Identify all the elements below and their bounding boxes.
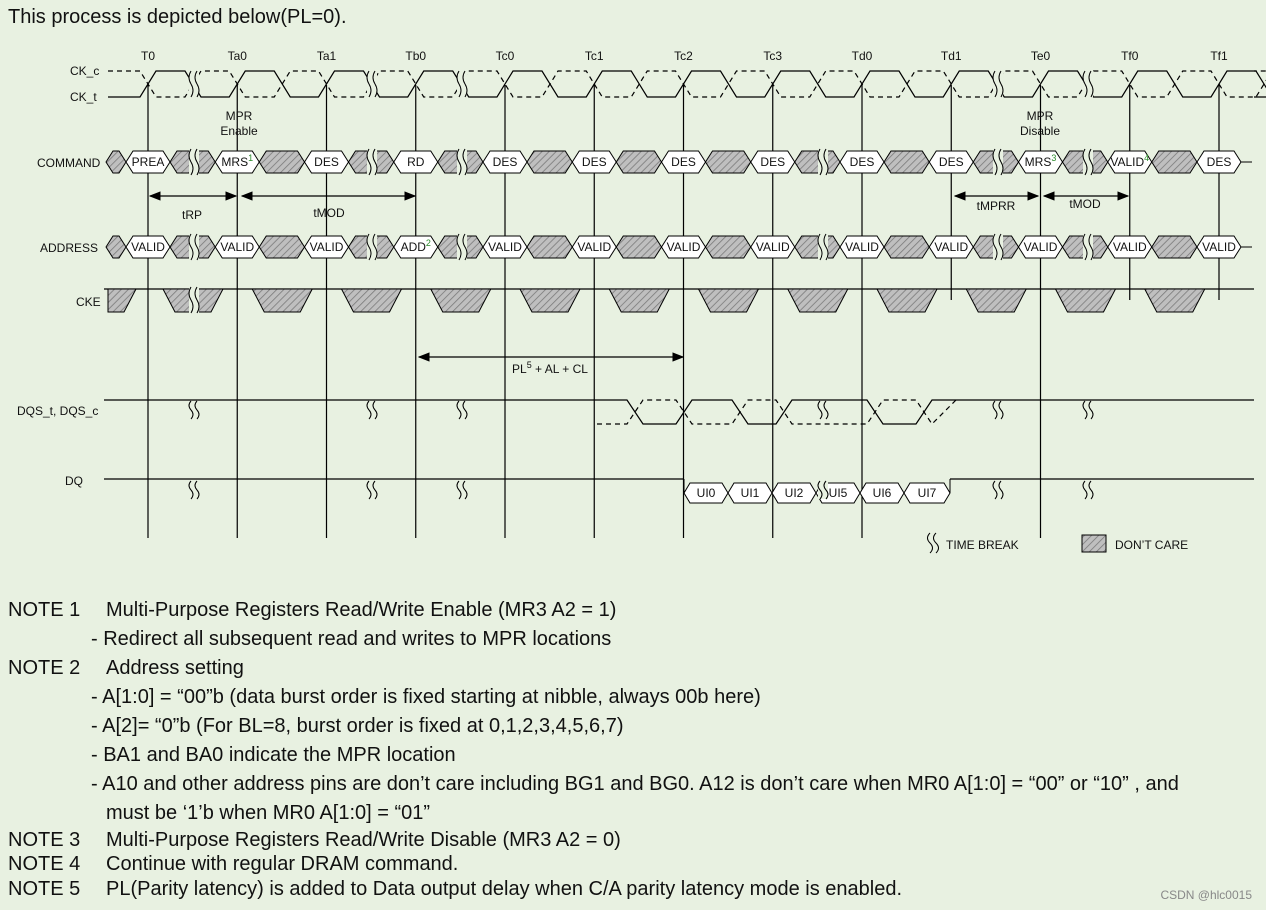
cke-dont-care xyxy=(431,289,491,312)
signal-label-command: COMMAND xyxy=(37,156,101,170)
address-cell-text: VALID xyxy=(309,240,344,254)
dqs-c-wave xyxy=(597,400,956,424)
cke-waveform xyxy=(104,289,1254,312)
command-cell-text: DES xyxy=(849,155,875,169)
time-break-icon xyxy=(928,533,939,553)
cke-dont-care xyxy=(788,289,848,312)
note-2 xyxy=(8,654,1179,683)
command-cell-text: DES xyxy=(671,155,696,169)
note-2-text: Address setting xyxy=(106,657,244,679)
tick-label: Tf0 xyxy=(1121,49,1139,63)
pl-label xyxy=(512,360,588,376)
command-cell-text: DES xyxy=(938,155,964,169)
address-cell-text: VALID xyxy=(666,240,701,254)
signal-label-dqs: DQS_t, DQS_c xyxy=(17,404,99,418)
command-cell-label xyxy=(671,155,696,169)
note-5 xyxy=(8,876,1179,902)
command-dont-care xyxy=(527,151,572,173)
cke-dont-care xyxy=(108,289,136,312)
signal-label-address: ADDRESS xyxy=(40,241,99,255)
command-cell-label xyxy=(582,155,607,169)
dq-cell-label: UI5 xyxy=(828,486,848,500)
cke-dont-care xyxy=(1056,289,1116,312)
command-cell-text: VALID xyxy=(1110,155,1145,169)
command-cell-label xyxy=(850,155,875,169)
command-dont-care xyxy=(259,151,304,173)
command-dont-care xyxy=(616,151,661,173)
address-cell-text: VALID xyxy=(220,240,255,254)
address-cell-text: VALID xyxy=(845,240,879,254)
command-dont-care xyxy=(884,151,929,173)
note-5-text: PL(Parity latency) is added to Data output delay when C/A parity latency mode is enabled. xyxy=(106,878,903,900)
address-cell-label xyxy=(756,240,790,254)
tick-label: Tc0 xyxy=(495,49,515,63)
tick-label: Tc1 xyxy=(584,49,604,63)
address-cell-label xyxy=(934,240,968,254)
tick-label: Ta0 xyxy=(227,49,247,63)
tmod-label-2: tMOD xyxy=(1069,197,1101,211)
dqs-waveform xyxy=(104,400,1254,424)
address-dont-care xyxy=(616,236,661,258)
cke-dont-care xyxy=(877,289,937,312)
tick-label: Tf1 xyxy=(1210,49,1228,63)
legend-dont-care: DON’T CARE xyxy=(1115,538,1189,552)
address-cell-text: VALID xyxy=(934,240,969,254)
tick-label: T0 xyxy=(140,49,156,63)
tick-label: Td0 xyxy=(851,49,873,63)
address-cell-text: VALID xyxy=(755,240,790,254)
address-cell-label xyxy=(1113,240,1147,254)
legend-time-break: TIME BREAK xyxy=(946,538,1019,552)
note-3-text: Multi-Purpose Registers Read/Write Disable (MR3 A2 = 0) xyxy=(106,829,621,851)
cke-dont-care xyxy=(699,289,759,312)
address-bus xyxy=(106,236,1252,258)
tick-label: Te0 xyxy=(1030,49,1051,63)
address-cell-label xyxy=(488,240,522,254)
command-cell-text: RD xyxy=(407,155,425,169)
address-dont-care xyxy=(106,236,126,258)
dont-care-swatch xyxy=(1082,535,1106,552)
note-2-sub-1: - A[1:0] = “00”b (data burst order is fixed starting at nibble, always 00b here) xyxy=(91,686,761,708)
note-2-sub-4: - A10 and other address pins are don’t care including BG1 and BG0. A12 is don’t care when MR0 A[1:0] = “00” or “10” , and xyxy=(91,773,1179,795)
address-cell-text: VALID xyxy=(131,240,165,254)
address-dont-care xyxy=(527,236,572,258)
command-cell-text: DES xyxy=(314,155,339,169)
command-cell-sup: 4 xyxy=(1144,153,1150,163)
intro-text: This process is depicted below(PL=0). xyxy=(8,6,347,28)
address-cell-text: VALID xyxy=(1202,240,1236,254)
address-cell-text: ADD xyxy=(400,240,426,254)
cke-dont-care xyxy=(342,289,402,312)
command-cell-text: DES xyxy=(1206,155,1232,169)
signal-label-cke: CKE xyxy=(76,295,101,309)
dq-cell-label: UI6 xyxy=(872,486,892,500)
cke-dont-care xyxy=(252,289,312,312)
dq-cell-label: UI1 xyxy=(740,486,760,500)
time-break-marks xyxy=(189,71,1093,499)
cke-dont-care xyxy=(609,289,669,312)
command-cell-text: DES xyxy=(581,155,607,169)
note-2-id: NOTE 2 xyxy=(8,657,81,679)
address-dont-care xyxy=(259,236,304,258)
command-cell-label xyxy=(407,155,425,169)
address-dont-care xyxy=(884,236,929,258)
dqs-t-wave xyxy=(597,400,956,424)
address-cell-label xyxy=(1202,240,1236,254)
address-cell-text: VALID xyxy=(1023,240,1058,254)
command-cell-label xyxy=(760,155,785,169)
pl-main: PL xyxy=(512,362,527,376)
mpr-disable-label-2: Disable xyxy=(1019,124,1061,138)
address-cell-label xyxy=(845,240,879,254)
address-cell-text: VALID xyxy=(577,240,612,254)
note-1-sub-1: - Redirect all subsequent read and writes to MPR locations xyxy=(91,628,612,650)
notes-section xyxy=(8,596,1179,902)
note-1-id: NOTE 1 xyxy=(8,599,81,621)
address-dont-care xyxy=(1152,236,1197,258)
signal-label-dq: DQ xyxy=(65,474,83,488)
address-cell-label xyxy=(310,240,344,254)
tmprr-label: tMPRR xyxy=(976,199,1016,213)
note-4 xyxy=(8,852,1179,876)
address-cell-label xyxy=(667,240,701,254)
pl-rest: + AL + CL xyxy=(531,362,588,376)
command-bus xyxy=(106,151,1252,173)
command-dont-care xyxy=(795,151,840,173)
note-1-text: Multi-Purpose Registers Read/Write Enable (MR3 A2 = 1) xyxy=(106,599,617,621)
address-cell-label xyxy=(577,240,611,254)
mpr-enable-label-1: MPR xyxy=(225,109,253,123)
command-cell-text: MRS xyxy=(221,155,249,169)
signal-label-ck-t: CK_t xyxy=(70,90,97,104)
address-cell-label xyxy=(131,240,165,254)
command-cell-text: PREA xyxy=(131,155,165,169)
tick-label: Tb0 xyxy=(405,49,427,63)
command-cell-text: DES xyxy=(492,155,518,169)
tick-label: Tc2 xyxy=(674,49,693,63)
command-dont-care xyxy=(1152,151,1197,173)
command-cell-label xyxy=(1207,155,1232,169)
tick-labels xyxy=(141,49,1228,63)
dq-cell-label: UI2 xyxy=(784,486,804,500)
command-cell-label xyxy=(314,155,339,169)
legend xyxy=(928,533,1189,553)
command-dont-care xyxy=(106,151,126,173)
signal-label-ck-c: CK_c xyxy=(70,64,100,78)
note-2-sub-4-cont: must be ‘1’b when MR0 A[1:0] = “01” xyxy=(106,802,431,824)
note-3-id: NOTE 3 xyxy=(8,829,81,851)
watermark: CSDN @hlc0015 xyxy=(1160,888,1252,902)
signal-labels xyxy=(17,64,101,488)
address-cell-label xyxy=(220,240,254,254)
address-cell-label xyxy=(1024,240,1058,254)
address-dont-care xyxy=(795,236,840,258)
command-cell-sup: 3 xyxy=(1051,153,1057,163)
command-dont-care xyxy=(706,151,751,173)
dq-bus xyxy=(104,479,1254,503)
cke-dont-care xyxy=(966,289,1026,312)
tick-label: Tc3 xyxy=(763,49,783,63)
mpr-disable-label-1: MPR xyxy=(1026,109,1054,123)
note-4-id: NOTE 4 xyxy=(8,853,81,875)
command-cell-sup: 1 xyxy=(248,153,254,163)
tick-label: Td1 xyxy=(940,49,962,63)
note-2-sub-2: - A[2]= “0”b (For BL=8, burst order is fixed at 0,1,2,3,4,5,6,7) xyxy=(91,715,624,737)
command-cell-text: MRS xyxy=(1024,155,1052,169)
note-1 xyxy=(8,596,1179,625)
cke-dont-care xyxy=(1145,289,1205,312)
tmod-label-1: tMOD xyxy=(313,206,345,220)
dq-cell-label: UI7 xyxy=(917,486,937,500)
command-cell-label xyxy=(132,155,165,169)
address-dont-care xyxy=(706,236,751,258)
command-cell-text: DES xyxy=(760,155,786,169)
pl-sup: 5 xyxy=(526,360,532,370)
trp-label: tRP xyxy=(181,208,203,222)
address-cell-text: VALID xyxy=(1112,240,1147,254)
note-2-sub-3: - BA1 and BA0 indicate the MPR location xyxy=(91,744,456,766)
command-cell-label xyxy=(493,155,518,169)
command-cell-label xyxy=(939,155,964,169)
address-cell-text: VALID xyxy=(488,240,522,254)
command-cell-label xyxy=(1110,153,1149,169)
note-3 xyxy=(8,828,1179,852)
address-cell-sup: 2 xyxy=(425,238,431,248)
dq-cell-label: UI0 xyxy=(696,486,716,500)
note-5-id: NOTE 5 xyxy=(8,878,81,900)
tick-label: Ta1 xyxy=(316,49,337,63)
note-4-text: Continue with regular DRAM command. xyxy=(106,853,459,875)
cke-dont-care xyxy=(520,289,580,312)
mpr-enable-label-2: Enable xyxy=(220,124,258,138)
